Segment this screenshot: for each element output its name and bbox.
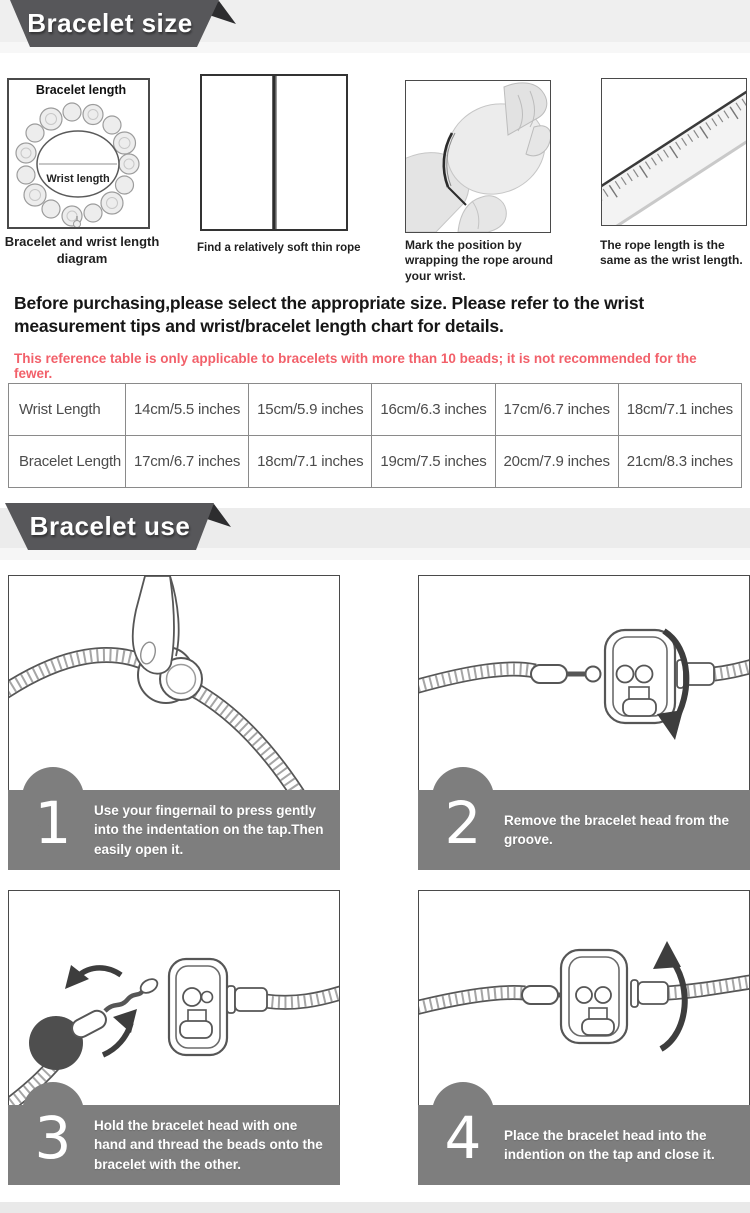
table-cell: 15cm/5.9 inches: [249, 384, 372, 436]
step-panel-2: [418, 575, 750, 870]
step-text: Remove the bracelet head from the groove.: [504, 812, 730, 847]
finger-icon: [133, 576, 179, 674]
step-text: Use your fingernail to press gently into the indentation on the tap.Then easily open it.: [94, 803, 324, 857]
clasp-open-icon: [605, 630, 675, 723]
table-cell: 17cm/6.7 inches: [126, 436, 249, 488]
row-header-wrist-length: Wrist Length: [9, 384, 126, 436]
step-number: 2: [444, 789, 482, 857]
clasp-open-illustration-icon: [419, 576, 749, 799]
table-cell: 18cm/7.1 inches: [249, 436, 372, 488]
bracelet-photo-icon: [9, 80, 148, 227]
step-1-caption-band: [8, 790, 340, 870]
step-2-caption-band: [418, 790, 750, 870]
table-row: [9, 436, 742, 488]
row-header-bracelet-length: Bracelet Length: [9, 436, 126, 488]
clasp-sleeve-icon: [631, 980, 668, 1007]
figure-ruler: [601, 78, 747, 226]
bracelet-use-title: Bracelet use: [29, 511, 191, 541]
table-cell: 16cm/6.3 inches: [372, 384, 495, 436]
bracelet-pin-icon: [69, 976, 160, 1040]
clasp-sleeve-icon: [227, 986, 267, 1013]
clasp-press-illustration-icon: [9, 576, 339, 799]
step-3-illustration: [8, 890, 340, 1115]
figure-bracelet-diagram: [7, 78, 150, 229]
step-2-illustration: [418, 575, 750, 800]
step-4-illustration: [418, 890, 750, 1115]
clasp-closing-icon: [561, 950, 627, 1043]
wrist-wrap-illustration-icon: [406, 81, 550, 232]
step-4-caption-band: [418, 1105, 750, 1185]
step-text: Place the bracelet head into the indention on the tap and close it.: [504, 1127, 715, 1162]
table-cell: 14cm/5.5 inches: [126, 384, 249, 436]
figure-rope: [200, 74, 348, 231]
step-panel-4: [418, 890, 750, 1185]
table-cell: 17cm/6.7 inches: [495, 384, 618, 436]
table-cell: 18cm/7.1 inches: [618, 384, 741, 436]
bracelet-length-label: Bracelet length: [35, 83, 127, 97]
clasp-open-icon: [169, 959, 227, 1055]
bracelet-size-title: Bracelet size: [27, 8, 193, 38]
reference-warning-text: This reference table is only applicable to bracelets with more than 10 beads; it is not recommended for the fewer.: [14, 351, 697, 381]
clasp-close-illustration-icon: [419, 891, 749, 1114]
bead-threading-illustration-icon: [9, 891, 339, 1114]
step-text: Hold the bracelet head with one hand and thread the beads onto the bracelet with the other.: [94, 1118, 323, 1172]
figure-caption-mark-position: Mark the position by wrapping the rope around your wrist.: [405, 238, 554, 283]
purchase-note-text: Before purchasing,please select the appropriate size. Please refer to the wrist measurement tips and wrist/bracelet length chart for details.: [14, 293, 644, 337]
step-number: 1: [34, 789, 72, 857]
step-panel-1: [8, 575, 340, 870]
bottom-background-strip: [0, 1202, 750, 1213]
step-3-caption-band: [8, 1105, 340, 1185]
figure-wrist-wrap: [405, 80, 551, 233]
figure-caption-rope-length: The rope length is the same as the wrist length.: [600, 238, 743, 268]
step-number: 4: [444, 1104, 482, 1172]
section-header-bracelet-use: [0, 503, 240, 553]
figure-caption-rope: Find a relatively soft thin rope: [197, 242, 361, 254]
table-row: [9, 384, 742, 436]
rope-line-icon: [202, 76, 346, 229]
table-cell: 20cm/7.9 inches: [495, 436, 618, 488]
step-number: 3: [34, 1104, 72, 1172]
figure-caption-diagram: Bracelet and wrist length diagram: [4, 234, 160, 266]
step-panel-3: [8, 890, 340, 1185]
ruler-illustration-icon: [602, 79, 746, 225]
step-1-illustration: [8, 575, 340, 800]
bracelet-head-pin-icon: [531, 665, 601, 683]
table-cell: 21cm/8.3 inches: [618, 436, 741, 488]
section-header-bracelet-size: [0, 0, 240, 50]
table-cell: 19cm/7.5 inches: [372, 436, 495, 488]
size-table: [8, 383, 742, 488]
wrist-length-label: Wrist length: [46, 173, 110, 185]
